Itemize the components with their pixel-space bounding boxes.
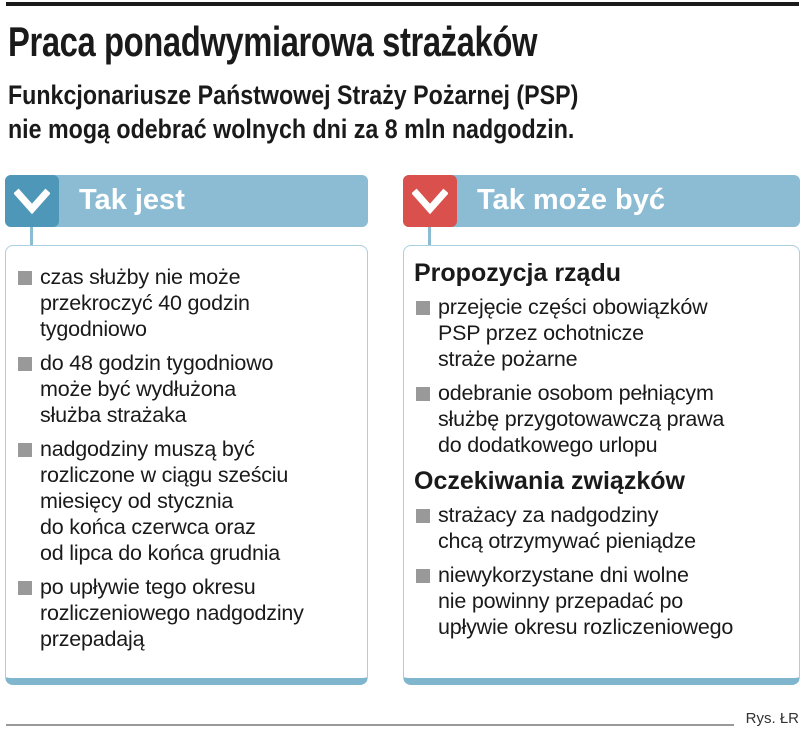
- list-item: [18, 350, 361, 428]
- header-current: [5, 175, 368, 227]
- list-item: [416, 502, 793, 554]
- list-item: [18, 264, 361, 342]
- bullet-square-icon: [416, 387, 430, 401]
- section-heading: Propozycja rządu: [414, 259, 621, 287]
- subtitle: Funkcjonariusze Państwowej Straży Pożarnej (PSP) nie mogą odebrać wolnych dni za 8 mln nadgodzin.: [8, 80, 579, 144]
- content-box-proposed: [403, 245, 800, 685]
- credit: Rys. ŁR: [745, 710, 799, 727]
- section-heading: Oczekiwania związków: [414, 467, 685, 495]
- bullet-square-icon: [18, 271, 32, 285]
- top-rule: [6, 2, 799, 6]
- bullet-square-icon: [416, 509, 430, 523]
- bullet-square-icon: [18, 581, 32, 595]
- list-item: [18, 574, 361, 652]
- list-item-text: po upływie tego okresu rozliczeniowego nadgodziny przepadają: [40, 575, 304, 651]
- list-item-text: nadgodziny muszą być rozliczone w ciągu sześciu miesięcy od stycznia do końca czerwca oraz od lipca do końca grudnia: [40, 437, 289, 565]
- bottom-rule: [6, 724, 734, 726]
- list-item-text: przejęcie części obowiązków PSP przez ochotnicze straże pożarne: [438, 295, 708, 371]
- header-proposed: [403, 175, 800, 227]
- list-item-text: czas służby nie może przekroczyć 40 godzin tygodniowo: [40, 265, 250, 341]
- list-item-text: odebranie osobom pełniącym służbę przygotowawczą prawa do dodatkowego urlopu: [438, 381, 725, 457]
- list-item: [18, 436, 361, 566]
- bullet-square-icon: [416, 569, 430, 583]
- list-item: [416, 562, 793, 640]
- header-label: Tak jest: [79, 184, 185, 216]
- page-title: Praca ponadwymiarowa strażaków: [8, 18, 538, 65]
- list-item-text: do 48 godzin tygodniowo może być wydłużona służba strażaka: [40, 351, 274, 427]
- header-label: Tak może być: [477, 184, 666, 216]
- bullet-square-icon: [18, 443, 32, 457]
- content-box-current: [5, 245, 368, 685]
- connector: [30, 227, 33, 247]
- connector: [428, 227, 431, 247]
- list-item: [416, 294, 793, 372]
- chevron-down-icon: [5, 175, 59, 227]
- chevron-down-icon: [403, 175, 457, 227]
- list-item-text: niewykorzystane dni wolne nie powinny przepadać po upływie okresu rozliczeniowego: [438, 563, 734, 639]
- list-item: [416, 380, 793, 458]
- bullet-square-icon: [416, 301, 430, 315]
- list-item-text: strażacy za nadgodziny chcą otrzymywać pieniądze: [438, 503, 696, 553]
- bullet-square-icon: [18, 357, 32, 371]
